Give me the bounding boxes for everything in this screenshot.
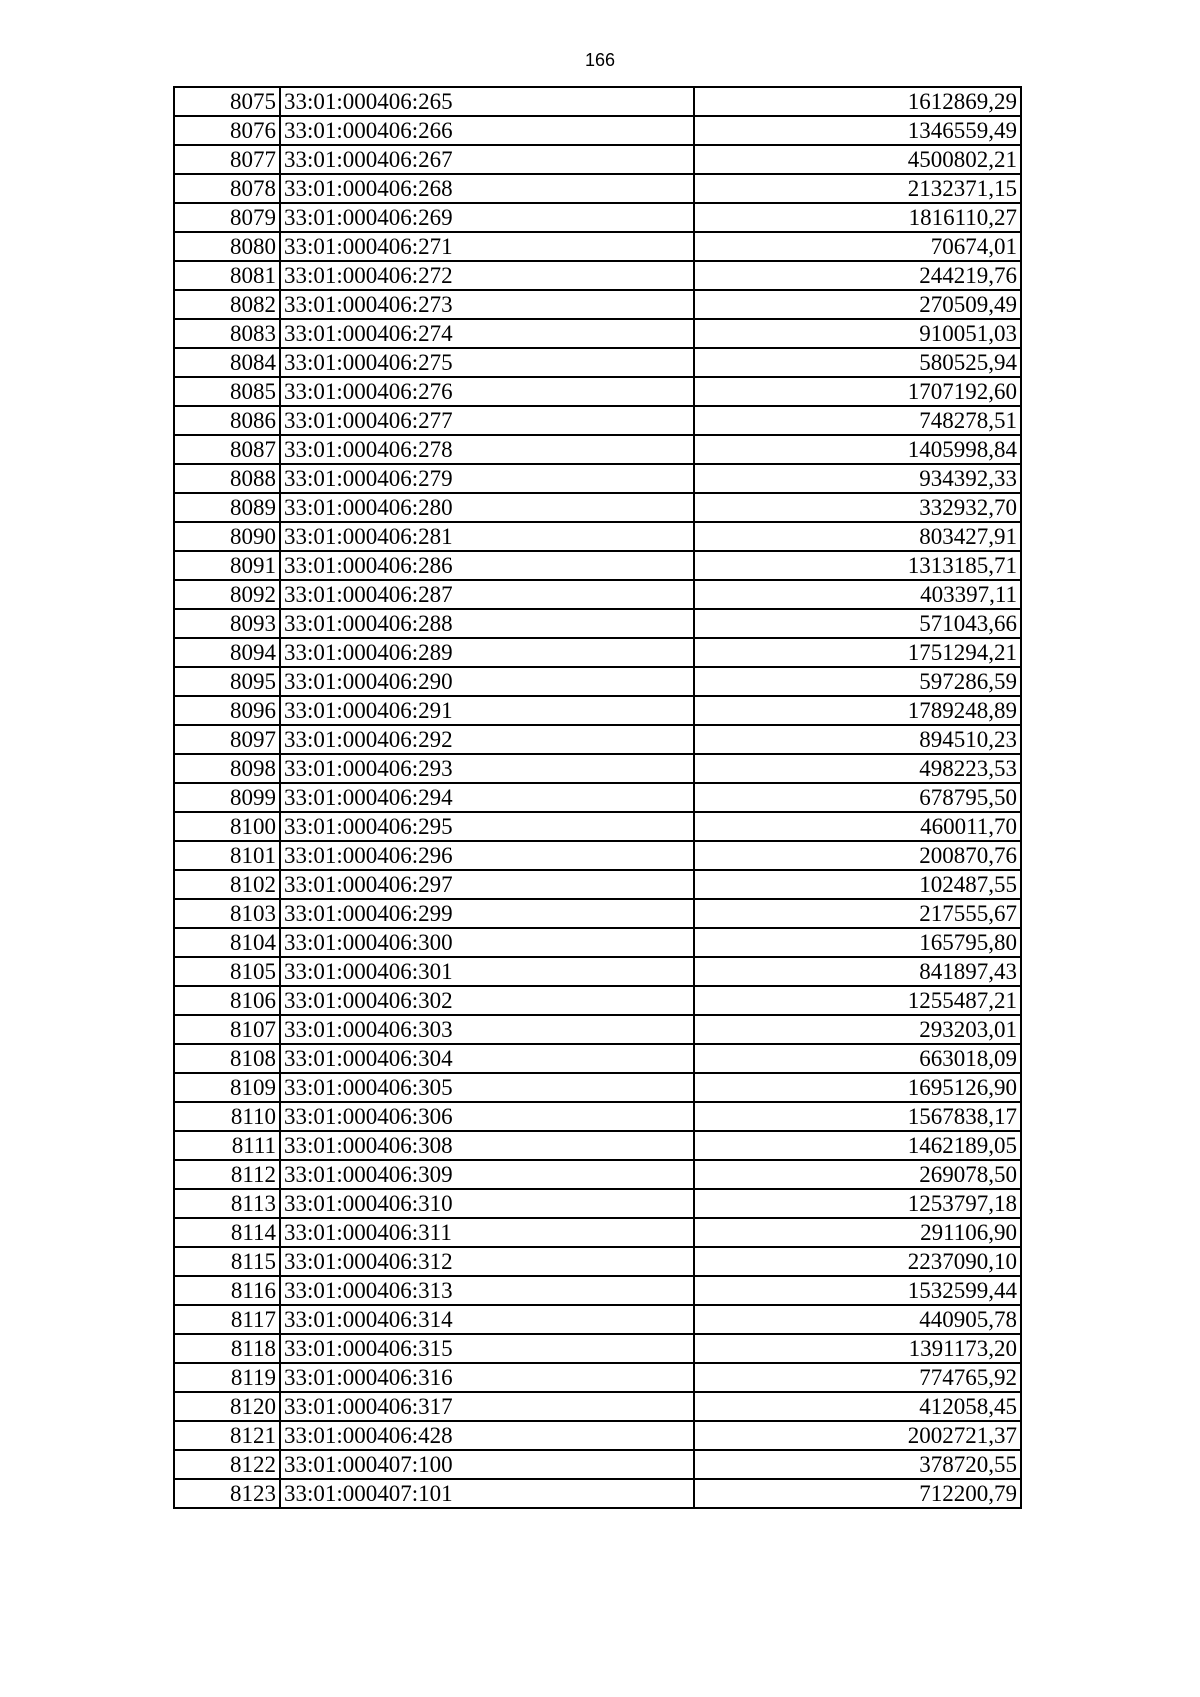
table-row: [174, 1160, 1021, 1189]
cadastral-number-cell: 33:01:000406:273: [280, 290, 694, 319]
table-row: [174, 1044, 1021, 1073]
row-number-cell: 8094: [174, 638, 280, 667]
cadastral-number-cell: 33:01:000406:290: [280, 667, 694, 696]
table-row: [174, 174, 1021, 203]
row-number-cell: 8096: [174, 696, 280, 725]
table-row: [174, 1247, 1021, 1276]
cadastral-value-cell: 4500802,21: [694, 145, 1021, 174]
row-number-cell: 8098: [174, 754, 280, 783]
cadastral-value-cell: 663018,09: [694, 1044, 1021, 1073]
table-row: [174, 145, 1021, 174]
cadastral-number-cell: 33:01:000406:279: [280, 464, 694, 493]
cadastral-value-cell: 748278,51: [694, 406, 1021, 435]
page-number: 166: [584, 50, 616, 70]
table-row: [174, 1363, 1021, 1392]
table-row: [174, 725, 1021, 754]
table-row: [174, 928, 1021, 957]
cadastral-value-cell: 332932,70: [694, 493, 1021, 522]
row-number-cell: 8077: [174, 145, 280, 174]
cadastral-number-cell: 33:01:000406:299: [280, 899, 694, 928]
cadastral-number-cell: 33:01:000406:315: [280, 1334, 694, 1363]
cadastral-value-cell: 498223,53: [694, 754, 1021, 783]
cadastral-value-cell: 1462189,05: [694, 1131, 1021, 1160]
cadastral-number-cell: 33:01:000406:286: [280, 551, 694, 580]
table-row: [174, 232, 1021, 261]
row-number-cell: 8111: [174, 1131, 280, 1160]
table-row: [174, 696, 1021, 725]
cadastral-number-cell: 33:01:000406:303: [280, 1015, 694, 1044]
row-number-cell: 8079: [174, 203, 280, 232]
row-number-cell: 8105: [174, 957, 280, 986]
cadastral-number-cell: 33:01:000406:311: [280, 1218, 694, 1247]
cadastral-value-cell: 291106,90: [694, 1218, 1021, 1247]
table-row: [174, 783, 1021, 812]
cadastral-value-cell: 2002721,37: [694, 1421, 1021, 1450]
cadastral-value-cell: 1346559,49: [694, 116, 1021, 145]
cadastral-number-cell: 33:01:000406:265: [280, 87, 694, 116]
cadastral-number-cell: 33:01:000406:297: [280, 870, 694, 899]
cadastral-value-cell: 1751294,21: [694, 638, 1021, 667]
cadastral-value-cell: 440905,78: [694, 1305, 1021, 1334]
table-row: [174, 841, 1021, 870]
row-number-cell: 8107: [174, 1015, 280, 1044]
cadastral-value-cell: 841897,43: [694, 957, 1021, 986]
cadastral-value-cell: 1695126,90: [694, 1073, 1021, 1102]
cadastral-value-cell: 571043,66: [694, 609, 1021, 638]
cadastral-value-cell: 403397,11: [694, 580, 1021, 609]
table-row: [174, 319, 1021, 348]
row-number-cell: 8123: [174, 1479, 280, 1508]
table-row: [174, 609, 1021, 638]
table-row: [174, 957, 1021, 986]
table-row: [174, 1392, 1021, 1421]
row-number-cell: 8091: [174, 551, 280, 580]
cadastral-number-cell: 33:01:000406:310: [280, 1189, 694, 1218]
row-number-cell: 8119: [174, 1363, 280, 1392]
cadastral-value-cell: 412058,45: [694, 1392, 1021, 1421]
cadastral-value-cell: 102487,55: [694, 870, 1021, 899]
row-number-cell: 8087: [174, 435, 280, 464]
cadastral-value-cell: 270509,49: [694, 290, 1021, 319]
row-number-cell: 8114: [174, 1218, 280, 1247]
table-row: [174, 493, 1021, 522]
cadastral-number-cell: 33:01:000406:266: [280, 116, 694, 145]
cadastral-number-cell: 33:01:000406:281: [280, 522, 694, 551]
cadastral-number-cell: 33:01:000406:272: [280, 261, 694, 290]
cadastral-value-cell: 774765,92: [694, 1363, 1021, 1392]
cadastral-value-cell: 1567838,17: [694, 1102, 1021, 1131]
cadastral-value-cell: 2237090,10: [694, 1247, 1021, 1276]
row-number-cell: 8081: [174, 261, 280, 290]
cadastral-number-cell: 33:01:000406:291: [280, 696, 694, 725]
cadastral-number-cell: 33:01:000406:308: [280, 1131, 694, 1160]
table-row: [174, 1450, 1021, 1479]
table-body: [174, 87, 1021, 1508]
table-row: [174, 522, 1021, 551]
row-number-cell: 8084: [174, 348, 280, 377]
row-number-cell: 8116: [174, 1276, 280, 1305]
row-number-cell: 8078: [174, 174, 280, 203]
cadastral-value-cell: 200870,76: [694, 841, 1021, 870]
row-number-cell: 8121: [174, 1421, 280, 1450]
table-row: [174, 551, 1021, 580]
table-row: [174, 348, 1021, 377]
cadastral-value-cell: 597286,59: [694, 667, 1021, 696]
cadastral-number-cell: 33:01:000406:301: [280, 957, 694, 986]
table-row: [174, 812, 1021, 841]
row-number-cell: 8112: [174, 1160, 280, 1189]
cadastral-number-cell: 33:01:000406:292: [280, 725, 694, 754]
row-number-cell: 8104: [174, 928, 280, 957]
cadastral-number-cell: 33:01:000406:312: [280, 1247, 694, 1276]
cadastral-number-cell: 33:01:000406:277: [280, 406, 694, 435]
cadastral-value-cell: 910051,03: [694, 319, 1021, 348]
cadastral-value-cell: 244219,76: [694, 261, 1021, 290]
table-row: [174, 116, 1021, 145]
cadastral-value-cell: 678795,50: [694, 783, 1021, 812]
cadastral-value-cell: 1816110,27: [694, 203, 1021, 232]
cadastral-number-cell: 33:01:000406:293: [280, 754, 694, 783]
cadastral-value-cell: 460011,70: [694, 812, 1021, 841]
cadastral-number-cell: 33:01:000406:309: [280, 1160, 694, 1189]
cadastral-value-cell: 803427,91: [694, 522, 1021, 551]
table-row: [174, 638, 1021, 667]
row-number-cell: 8109: [174, 1073, 280, 1102]
table-row: [174, 406, 1021, 435]
row-number-cell: 8075: [174, 87, 280, 116]
cadastral-number-cell: 33:01:000406:296: [280, 841, 694, 870]
cadastral-number-cell: 33:01:000406:313: [280, 1276, 694, 1305]
cadastral-value-cell: 934392,33: [694, 464, 1021, 493]
cadastral-value-cell: 1391173,20: [694, 1334, 1021, 1363]
row-number-cell: 8076: [174, 116, 280, 145]
row-number-cell: 8115: [174, 1247, 280, 1276]
cadastral-number-cell: 33:01:000406:271: [280, 232, 694, 261]
cadastral-number-cell: 33:01:000406:275: [280, 348, 694, 377]
row-number-cell: 8122: [174, 1450, 280, 1479]
row-number-cell: 8099: [174, 783, 280, 812]
cadastral-value-cell: 293203,01: [694, 1015, 1021, 1044]
row-number-cell: 8106: [174, 986, 280, 1015]
table-row: [174, 1073, 1021, 1102]
cadastral-number-cell: 33:01:000406:302: [280, 986, 694, 1015]
table-row: [174, 1131, 1021, 1160]
table-row: [174, 87, 1021, 116]
row-number-cell: 8088: [174, 464, 280, 493]
cadastral-value-cell: 1255487,21: [694, 986, 1021, 1015]
cadastral-value-cell: 1313185,71: [694, 551, 1021, 580]
cadastral-number-cell: 33:01:000406:278: [280, 435, 694, 464]
table-row: [174, 377, 1021, 406]
row-number-cell: 8090: [174, 522, 280, 551]
cadastral-value-cell: 1612869,29: [694, 87, 1021, 116]
row-number-cell: 8110: [174, 1102, 280, 1131]
cadastral-number-cell: 33:01:000406:304: [280, 1044, 694, 1073]
row-number-cell: 8100: [174, 812, 280, 841]
cadastral-value-cell: 580525,94: [694, 348, 1021, 377]
cadastral-value-cell: 1405998,84: [694, 435, 1021, 464]
row-number-cell: 8080: [174, 232, 280, 261]
cadastral-number-cell: 33:01:000406:300: [280, 928, 694, 957]
row-number-cell: 8108: [174, 1044, 280, 1073]
cadastral-number-cell: 33:01:000407:100: [280, 1450, 694, 1479]
row-number-cell: 8083: [174, 319, 280, 348]
cadastral-value-cell: 894510,23: [694, 725, 1021, 754]
table-row: [174, 580, 1021, 609]
table-row: [174, 986, 1021, 1015]
table-row: [174, 1276, 1021, 1305]
table-row: [174, 261, 1021, 290]
table-row: [174, 1102, 1021, 1131]
row-number-cell: 8103: [174, 899, 280, 928]
cadastral-value-cell: 70674,01: [694, 232, 1021, 261]
table-row: [174, 1334, 1021, 1363]
table-row: [174, 1218, 1021, 1247]
table-row: [174, 1189, 1021, 1218]
row-number-cell: 8101: [174, 841, 280, 870]
cadastral-number-cell: 33:01:000406:428: [280, 1421, 694, 1450]
table-row: [174, 290, 1021, 319]
cadastral-value-cell: 217555,67: [694, 899, 1021, 928]
row-number-cell: 8093: [174, 609, 280, 638]
cadastral-value-cell: 2132371,15: [694, 174, 1021, 203]
cadastral-number-cell: 33:01:000406:267: [280, 145, 694, 174]
cadastral-value-cell: 165795,80: [694, 928, 1021, 957]
table-row: [174, 1421, 1021, 1450]
table-row: [174, 1305, 1021, 1334]
cadastral-number-cell: 33:01:000406:314: [280, 1305, 694, 1334]
row-number-cell: 8117: [174, 1305, 280, 1334]
table-row: [174, 203, 1021, 232]
cadastral-value-cell: 712200,79: [694, 1479, 1021, 1508]
cadastral-number-cell: 33:01:000406:289: [280, 638, 694, 667]
cadastral-number-cell: 33:01:000406:287: [280, 580, 694, 609]
cadastral-number-cell: 33:01:000406:295: [280, 812, 694, 841]
cadastral-number-cell: 33:01:000406:316: [280, 1363, 694, 1392]
cadastral-number-cell: 33:01:000406:306: [280, 1102, 694, 1131]
cadastral-number-cell: 33:01:000406:269: [280, 203, 694, 232]
row-number-cell: 8118: [174, 1334, 280, 1363]
cadastral-value-cell: 1789248,89: [694, 696, 1021, 725]
cadastral-number-cell: 33:01:000406:294: [280, 783, 694, 812]
table-row: [174, 1015, 1021, 1044]
table-row: [174, 1479, 1021, 1508]
cadastral-value-cell: 378720,55: [694, 1450, 1021, 1479]
row-number-cell: 8089: [174, 493, 280, 522]
cadastral-value-cell: 1532599,44: [694, 1276, 1021, 1305]
cadastral-number-cell: 33:01:000406:274: [280, 319, 694, 348]
row-number-cell: 8113: [174, 1189, 280, 1218]
table-row: [174, 899, 1021, 928]
row-number-cell: 8092: [174, 580, 280, 609]
cadastral-number-cell: 33:01:000406:305: [280, 1073, 694, 1102]
row-number-cell: 8102: [174, 870, 280, 899]
row-number-cell: 8095: [174, 667, 280, 696]
cadastral-number-cell: 33:01:000406:276: [280, 377, 694, 406]
row-number-cell: 8082: [174, 290, 280, 319]
cadastral-number-cell: 33:01:000406:288: [280, 609, 694, 638]
cadastral-number-cell: 33:01:000406:280: [280, 493, 694, 522]
table-row: [174, 435, 1021, 464]
cadastral-value-cell: 269078,50: [694, 1160, 1021, 1189]
cadastral-number-cell: 33:01:000407:101: [280, 1479, 694, 1508]
table-row: [174, 870, 1021, 899]
row-number-cell: 8085: [174, 377, 280, 406]
cadastral-value-cell: 1253797,18: [694, 1189, 1021, 1218]
row-number-cell: 8086: [174, 406, 280, 435]
cadastral-number-cell: 33:01:000406:317: [280, 1392, 694, 1421]
table-row: [174, 667, 1021, 696]
row-number-cell: 8097: [174, 725, 280, 754]
table-row: [174, 464, 1021, 493]
row-number-cell: 8120: [174, 1392, 280, 1421]
table-row: [174, 754, 1021, 783]
cadastral-number-cell: 33:01:000406:268: [280, 174, 694, 203]
cadastral-value-table: [173, 86, 1022, 1509]
cadastral-value-cell: 1707192,60: [694, 377, 1021, 406]
